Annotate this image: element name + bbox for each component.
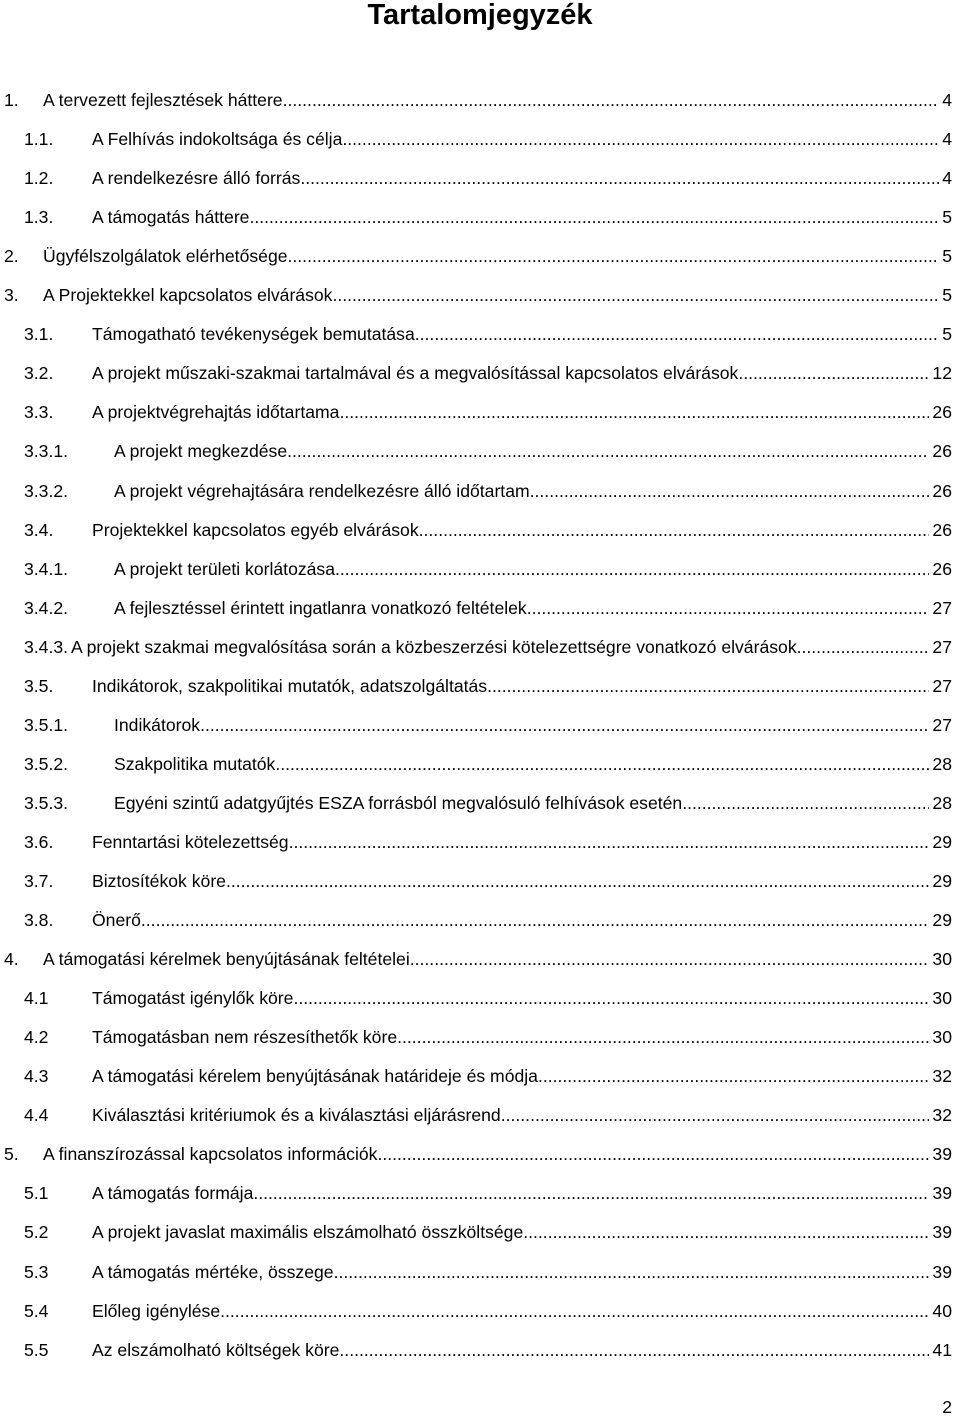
- toc-entry[interactable]: [24, 745, 952, 784]
- toc-leader-dots: [342, 120, 939, 159]
- toc-leader-dots: [293, 979, 929, 1018]
- toc-entry-page: 26: [932, 558, 952, 579]
- toc-entry-number: 2.: [4, 246, 19, 267]
- toc-leader-dots: [415, 315, 939, 354]
- toc-leader-dots: [332, 276, 939, 315]
- toc-entry-number: 3.3.: [24, 402, 54, 423]
- toc-entry-number: 3.1.: [24, 324, 54, 345]
- toc-title: Tartalomjegyzék: [367, 0, 593, 31]
- toc-entry-page: 5: [942, 246, 952, 267]
- toc-leader-dots: [538, 1057, 929, 1096]
- toc-entry-number: 3.3.1.: [24, 441, 69, 462]
- toc-entry-number: 1.: [4, 90, 19, 110]
- toc-leader-dots: [288, 237, 940, 276]
- toc-entry[interactable]: [24, 1057, 952, 1096]
- toc-entry-page: 12: [932, 363, 952, 384]
- toc-entry-label: A projekt javaslat maximális elszámolható összköltsége: [92, 1222, 524, 1243]
- toc-entry-number: 1.2.: [24, 168, 54, 189]
- toc-entry-label: A támogatás mértéke, összege: [92, 1261, 334, 1282]
- toc-leader-dots: [249, 198, 939, 237]
- toc-entry[interactable]: [24, 589, 952, 628]
- toc-leader-dots: [738, 354, 929, 393]
- toc-entry-number: 5.1: [24, 1183, 49, 1204]
- toc-entry[interactable]: [24, 1213, 952, 1252]
- toc-entry-page: 28: [932, 792, 952, 813]
- toc-entry-number: 4.: [4, 949, 19, 970]
- toc-entry-number: 3.4.3.: [24, 636, 69, 657]
- toc-leader-dots: [300, 159, 939, 198]
- toc-entry-page: 26: [932, 402, 952, 423]
- toc-entry-number: 5.4: [24, 1300, 49, 1321]
- page-number: 2: [942, 1397, 952, 1417]
- toc-entry[interactable]: [24, 198, 952, 237]
- toc-entry[interactable]: [24, 159, 952, 198]
- toc-entry[interactable]: [24, 120, 952, 159]
- toc-entry-label: Kiválasztási kritériumok és a kiválasztási eljárásrend: [92, 1105, 501, 1126]
- toc-entry[interactable]: [24, 432, 952, 471]
- toc-entry-page: 39: [932, 1261, 952, 1282]
- toc-entry-label: A projekt műszaki-szakmai tartalmával és a megvalósítással kapcsolatos elvárások: [92, 363, 739, 384]
- toc-entry-label: A támogatási kérelmek benyújtásának feltételei: [43, 949, 410, 970]
- toc-entry-label: A Felhívás indokoltsága és célja: [92, 129, 343, 150]
- toc-entry-label: A rendelkezésre álló forrás: [92, 168, 301, 189]
- toc-entry-number: 5.3: [24, 1261, 49, 1282]
- toc-entry-number: 3.5.: [24, 675, 54, 696]
- toc-entry-page: 30: [932, 1027, 952, 1048]
- toc-entry-page: 32: [932, 1105, 952, 1126]
- toc-entry-page: 27: [932, 597, 952, 618]
- toc-entry-label: Biztosítékok köre: [92, 871, 226, 891]
- toc-entry-label: A támogatás háttere: [92, 207, 250, 228]
- toc-entry-number: 4.3: [24, 1066, 49, 1087]
- toc-entry-label: A projektvégrehajtás időtartama: [92, 402, 340, 423]
- toc-entry[interactable]: [24, 315, 952, 354]
- toc-entry-page: 5: [942, 324, 952, 345]
- toc-entry-label: A projekt szakmai megvalósítása során a közbeszerzési kötelezettségre vonatkozó elvárások: [71, 636, 797, 657]
- toc-entry[interactable]: [24, 550, 952, 589]
- toc-entry-page: 5: [942, 207, 952, 228]
- toc-entry[interactable]: [24, 628, 952, 667]
- toc-entry-number: 3.6.: [24, 831, 54, 852]
- toc-entry-page: 39: [932, 1144, 952, 1165]
- toc-leader-dots: [283, 81, 940, 120]
- toc-entry[interactable]: [4, 1135, 952, 1174]
- toc-entry-page: 40: [932, 1300, 952, 1321]
- toc-entry-number: 3.3.2.: [24, 480, 69, 501]
- toc-entry[interactable]: [24, 862, 952, 901]
- toc-entry-page: 27: [932, 675, 952, 696]
- toc-leader-dots: [335, 550, 929, 589]
- toc-entry-page: 26: [932, 519, 952, 540]
- toc-entry-label: A finanszírozással kapcsolatos információk: [43, 1144, 378, 1165]
- toc-leader-dots: [797, 628, 930, 667]
- toc-entry-page: 26: [932, 480, 952, 501]
- toc-entry-number: 1.1.: [24, 129, 54, 150]
- toc-entry[interactable]: [24, 823, 952, 862]
- toc-leader-dots: [410, 940, 930, 979]
- toc-entry[interactable]: [24, 354, 952, 393]
- toc-leader-dots: [501, 1096, 930, 1135]
- toc-entry-page: 39: [932, 1222, 952, 1243]
- toc-entry-number: 4.1: [24, 988, 49, 1009]
- toc-entry-number: 3.2.: [24, 363, 54, 384]
- toc-entry-label: Szakpolitika mutatók: [114, 753, 276, 774]
- toc-entry[interactable]: [24, 901, 952, 940]
- toc-entry-number: 3.4.1.: [24, 558, 69, 579]
- toc-entry-label: Egyéni szintű adatgyűjtés ESZA forrásból megvalósuló felhívások esetén: [114, 792, 683, 813]
- toc-leader-dots: [275, 745, 929, 784]
- toc-entry-number: 3.5.2.: [24, 753, 69, 774]
- toc-entry-page: 30: [932, 949, 952, 970]
- toc-entry-label: Támogatásban nem részesíthetők köre: [92, 1027, 398, 1048]
- toc-entry-label: A támogatási kérelem benyújtásának határideje és módja: [92, 1066, 538, 1087]
- toc-entry-page: 41: [932, 1339, 952, 1360]
- toc-leader-dots: [287, 432, 929, 471]
- toc-leader-dots: [141, 901, 930, 940]
- toc-entry-number: 3.5.1.: [24, 714, 69, 735]
- toc-entry[interactable]: [4, 276, 952, 315]
- toc-leader-dots: [289, 823, 930, 862]
- toc-entry-number: 3.: [4, 285, 19, 306]
- toc-leader-dots: [523, 1213, 929, 1252]
- toc-entry-label: A Projektekkel kapcsolatos elvárások: [43, 285, 333, 306]
- toc-entry-page: 29: [932, 910, 952, 931]
- toc-entry-label: A fejlesztéssel érintett ingatlanra vonatkozó feltételek: [114, 597, 527, 618]
- toc-entry[interactable]: [24, 1292, 952, 1331]
- toc-entry-label: A támogatás formája: [92, 1183, 254, 1204]
- toc-entry[interactable]: [24, 511, 952, 550]
- toc-entry-page: 30: [932, 988, 952, 1009]
- toc-entry-number: 3.5.3.: [24, 792, 69, 813]
- toc-entry[interactable]: [24, 1096, 952, 1135]
- toc-entry-page: 4: [942, 168, 952, 189]
- toc-entry-label: Előleg igénylése: [92, 1300, 221, 1321]
- toc-entry[interactable]: [24, 706, 952, 745]
- toc-entry[interactable]: [24, 979, 952, 1018]
- toc-leader-dots: [226, 862, 929, 901]
- toc-entry[interactable]: [4, 81, 952, 120]
- toc-entry-number: 3.8.: [24, 910, 54, 931]
- toc-entry[interactable]: [24, 784, 952, 823]
- toc-entry-page: 4: [942, 90, 952, 110]
- toc-leader-dots: [339, 1331, 929, 1370]
- toc-entry-number: 3.4.: [24, 519, 54, 540]
- toc-entry-number: 5.2: [24, 1222, 49, 1243]
- toc-entry-number: 4.2: [24, 1027, 49, 1048]
- toc-entry-label: A projekt területi korlátozása: [114, 558, 336, 579]
- toc-entry[interactable]: [24, 1253, 952, 1292]
- toc-entry-page: 26: [932, 441, 952, 462]
- toc-entry-label: A projekt megkezdése: [114, 441, 288, 462]
- toc-leader-dots: [377, 1135, 929, 1174]
- toc-entry[interactable]: [24, 1331, 952, 1370]
- toc-entry-label: Projektekkel kapcsolatos egyéb elvárások: [92, 519, 419, 540]
- toc-entry-number: 1.3.: [24, 207, 54, 228]
- toc-entry-page: 5: [942, 285, 952, 306]
- toc-leader-dots: [682, 784, 929, 823]
- toc-entry[interactable]: [24, 393, 952, 432]
- toc-entry[interactable]: [24, 667, 952, 706]
- toc-leader-dots: [253, 1174, 929, 1213]
- toc-entry[interactable]: [4, 940, 952, 979]
- toc-entry-number: 4.4: [24, 1105, 49, 1126]
- toc-entry-page: 27: [932, 636, 952, 657]
- toc-entry-page: 27: [932, 714, 952, 735]
- toc-leader-dots: [339, 393, 929, 432]
- toc-entry[interactable]: [24, 1174, 952, 1213]
- toc-entry[interactable]: [24, 1018, 952, 1057]
- toc-leader-dots: [334, 1253, 930, 1292]
- toc-entry-label: Indikátorok: [114, 714, 201, 735]
- toc-entry-page: 4: [942, 129, 952, 150]
- toc-entry-label: Támogatást igénylők köre: [92, 988, 294, 1009]
- toc-leader-dots: [200, 706, 929, 745]
- toc-leader-dots: [530, 472, 930, 511]
- toc-entry-number: 5.5: [24, 1339, 49, 1360]
- toc-entry-label: A tervezett fejlesztések háttere: [43, 90, 283, 110]
- toc-entry-label: Önerő: [92, 910, 141, 931]
- toc-entry-page: 32: [932, 1066, 952, 1087]
- toc-entry-page: 29: [932, 871, 952, 891]
- toc-entry-number: 3.4.2.: [24, 597, 69, 618]
- toc-entry[interactable]: [24, 472, 952, 511]
- toc-entry-label: Az elszámolható költségek köre: [92, 1339, 340, 1360]
- toc-entry-label: Indikátorok, szakpolitikai mutatók, adatszolgáltatás: [92, 675, 488, 696]
- toc-entry-page: 39: [932, 1183, 952, 1204]
- toc-entry-number: 3.7.: [24, 871, 54, 891]
- toc-entry-number: 5.: [4, 1144, 19, 1165]
- toc-leader-dots: [419, 511, 930, 550]
- toc-entry[interactable]: [4, 237, 952, 276]
- toc-entry-page: 29: [932, 831, 952, 852]
- toc-leader-dots: [527, 589, 930, 628]
- toc-entry-page: 28: [932, 753, 952, 774]
- toc-leader-dots: [487, 667, 929, 706]
- toc-entry-label: Fenntartási kötelezettség: [92, 831, 289, 852]
- toc-leader-dots: [220, 1292, 929, 1331]
- toc-leader-dots: [397, 1018, 929, 1057]
- toc-entry-label: Támogatható tevékenységek bemutatása: [92, 324, 415, 345]
- toc-entry-label: Ügyfélszolgálatok elérhetősége: [43, 246, 288, 267]
- toc-entry-label: A projekt végrehajtására rendelkezésre álló időtartam: [114, 480, 530, 501]
